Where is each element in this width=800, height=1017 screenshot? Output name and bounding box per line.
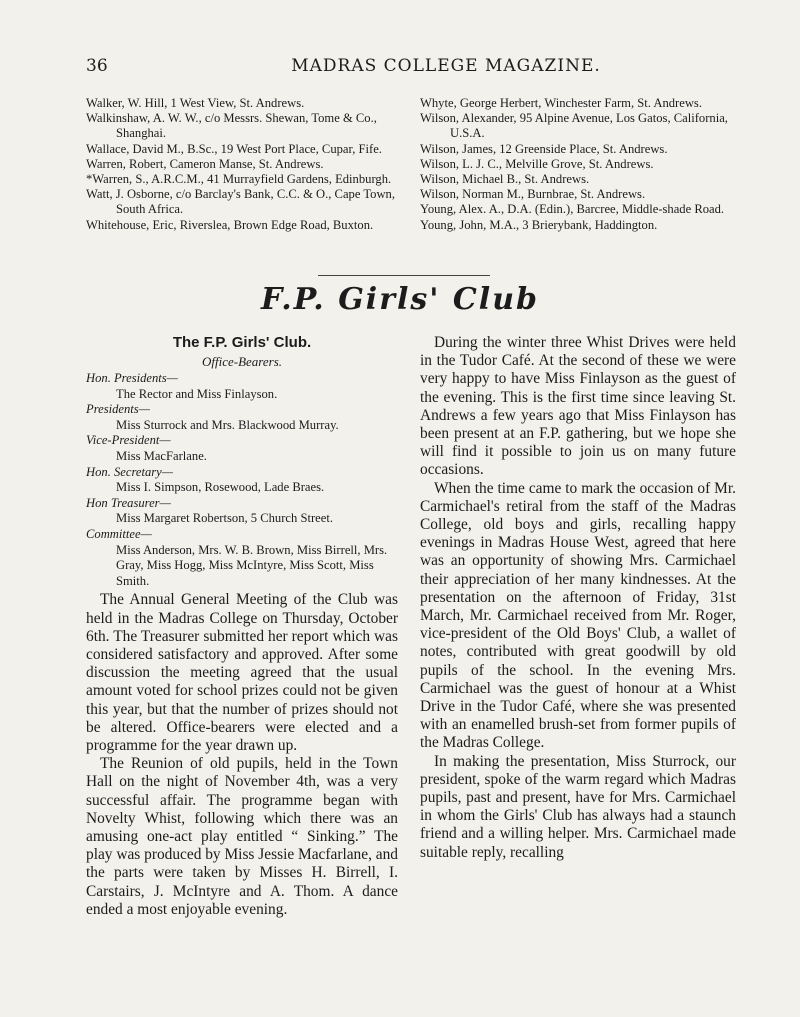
address-entry: Watt, J. Osborne, c/o Barclay's Bank, C.C. & O., Cape Town, South Africa. <box>86 187 395 217</box>
role-holders: Miss Anderson, Mrs. W. B. Brown, Miss Birrell, Mrs. Gray, Miss Hogg, Miss McIntyre, Miss Scott, Miss Smith. <box>116 542 388 588</box>
address-entry: Warren, Robert, Cameron Manse, St. Andrews. <box>86 156 324 171</box>
address-entry: Walkinshaw, A. W. W., c/o Messrs. Shewan, Tome & Co., Shanghai. <box>86 111 377 141</box>
article-body-right <box>420 334 736 862</box>
address-entry: Wilson, Michael B., St. Andrews. <box>420 172 590 187</box>
paragraph: When the time came to mark the occasion of Mr. Carmichael's retiral from the staff of the Madras College, old boys and girls, recalling happy evenings in Madras House West, agreed that here was an opportunity of showing Mrs. Carmichael their appreciation of her many kindnesses. At the presentation on the afternoon of Friday, 31st March, Mr. Carmichael received from Mr. Roger, vice-president of the Old Boys' Club, a wallet of notes, contributed with great goodwill by old pupils of the school. In the evening Mrs. Carmichael was the guest of honour at a Whist Drive in the Tudor Café, where she was presented with an enamelled brush-set from former pupils of the Madras College. <box>420 479 736 752</box>
role-label: Committee— <box>86 526 152 541</box>
paragraph: The Reunion of old pupils, held in the Town Hall on the night of November 4th, was a very successful affair. The programme began with Novelty Whist, following which there was an amusing one-act play entitled “ Sinking.” The play was produced by Miss Jessie Macfarlane, and the parts were taken by Misses H. Birrell, I. Carstairs, J. McIntyre and A. Thom. A dance ended a most enjoyable evening. <box>86 755 398 918</box>
role-holders: Miss I. Simpson, Rosewood, Lade Braes. <box>116 480 325 495</box>
paragraph: During the winter three Whist Drives were held in the Tudor Café. At the second of these we were very happy to have Miss Finlayson as the guest of the evening. This is the first time since leaving St. Andrews a few years ago that Miss Finlayson has been present at an F.P. gathering, but we hope she will find it possible to join us on many future occasions. <box>420 334 736 479</box>
section-divider <box>318 275 490 276</box>
role-holders: Miss Margaret Robertson, 5 Church Street. <box>116 511 333 526</box>
office-bearers-list <box>86 371 398 589</box>
role-label: Hon. Presidents— <box>86 371 178 385</box>
role-label: Vice-President— <box>86 433 171 448</box>
magazine-title: MADRAS COLLEGE MAGAZINE. <box>291 56 601 76</box>
address-entry: *Warren, S., A.R.C.M., 41 Murrayfield Gardens, Edinburgh. <box>86 172 392 187</box>
role-label: Hon. Secretary— <box>86 464 173 479</box>
article-body-left <box>86 591 398 919</box>
left-column <box>86 334 398 919</box>
address-entry: Wilson, Norman M., Burnbrae, St. Andrews. <box>420 187 646 202</box>
role-holders: The Rector and Miss Finlayson. <box>116 386 278 401</box>
role-label: Hon Treasurer— <box>86 495 171 510</box>
address-entry: Wilson, Alexander, 95 Alpine Avenue, Los Gatos, California, U.S.A. <box>420 111 728 141</box>
page-header <box>86 52 746 82</box>
address-entry: Whitehouse, Eric, Riverslea, Brown Edge Road, Buxton. <box>86 217 374 232</box>
page-number: 36 <box>86 56 108 76</box>
address-list-right <box>420 96 740 233</box>
section-title: The F.P. Girls' Club. <box>172 334 312 351</box>
section-banner: F.P. Girls' Club <box>260 282 539 317</box>
role-holders: Miss MacFarlane. <box>116 448 207 463</box>
right-column <box>420 334 736 862</box>
address-entry: Wallace, David M., B.Sc., 19 West Port Place, Cupar, Fife. <box>86 141 382 156</box>
address-entry: Young, John, M.A., 3 Brierybank, Haddington. <box>420 217 658 232</box>
role-label: Presidents— <box>86 402 150 417</box>
paragraph: In making the presentation, Miss Sturrock, our president, spoke of the warm regard which Madras pupils, past and present, have for Mrs. Carmichael in whom the Girls' Club has always had a staunch friend and a willing helper. Mrs. Carmichael made suitable reply, recalling <box>420 752 736 861</box>
address-entry: Whyte, George Herbert, Winchester Farm, St. Andrews. <box>420 96 702 110</box>
address-entry: Walker, W. Hill, 1 West View, St. Andrews. <box>86 96 305 110</box>
address-entry: Young, Alex. A., D.A. (Edin.), Barcree, Middle-shade Road. <box>420 202 725 217</box>
office-bearers-heading: Office-Bearers. <box>201 354 283 369</box>
address-list-left <box>86 96 406 233</box>
paragraph: The Annual General Meeting of the Club was held in the Madras College on Thursday, October 6th. The Treasurer submitted her report which was considered satisfactory and approved. After some discussion the meeting agreed that the usual amount voted for school prizes could not be given this year, but that the number of prizes should not be altered. Office-bearers were elected and a programme for the year drawn up. <box>86 591 398 754</box>
role-holders: Miss Sturrock and Mrs. Blackwood Murray. <box>116 417 339 432</box>
address-entry: Wilson, L. J. C., Melville Grove, St. Andrews. <box>420 156 654 171</box>
address-entry: Wilson, James, 12 Greenside Place, St. Andrews. <box>420 141 668 156</box>
